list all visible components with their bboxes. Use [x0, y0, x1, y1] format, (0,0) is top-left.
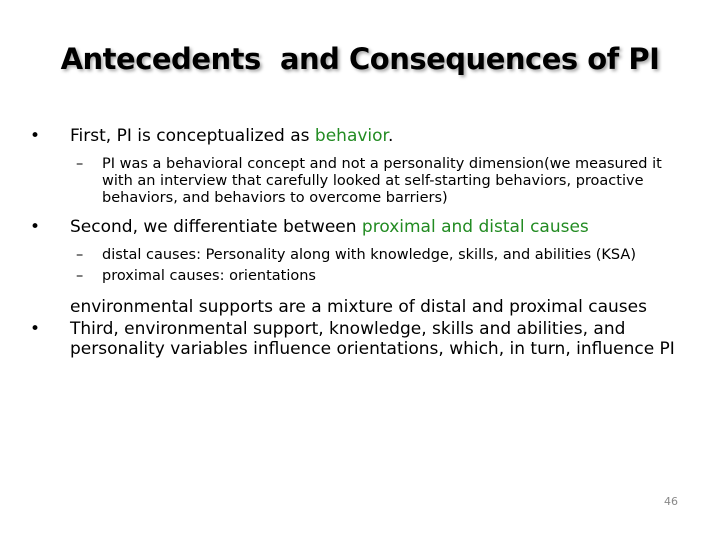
bullet-first — [30, 126, 690, 146]
sub-bullet-distal-text: distal causes: Personality along with knowledge, skills, and abilities (KSA) — [102, 247, 636, 263]
dash-icon: – — [76, 247, 84, 263]
highlight-proximal-distal: proximal and distal causes — [361, 217, 589, 237]
bullet-first-text: First, PI is conceptualized as — [70, 126, 315, 146]
bullet-icon: • — [30, 319, 41, 339]
sub-bullet-proximal-text: proximal causes: orientations — [102, 268, 316, 284]
sub-bullet-pi-behavioral — [30, 156, 690, 207]
page-number: 46 — [664, 495, 678, 508]
environmental-supports-text: environmental supports are a mixture of distal and proximal causes — [70, 297, 647, 317]
dash-icon: – — [76, 268, 84, 284]
bullet-first-post: . — [387, 126, 394, 146]
bullet-third — [30, 319, 690, 359]
highlight-behavior: behavior — [314, 126, 388, 146]
slide-title: Antecedents and Consequences of PI — [60, 42, 660, 76]
dash-icon: – — [76, 156, 84, 172]
bullet-icon: • — [30, 126, 41, 146]
slide-content — [30, 126, 690, 359]
sub-bullet-proximal — [30, 268, 690, 285]
bullet-second — [30, 217, 690, 237]
bullet-icon: • — [30, 217, 41, 237]
sub-bullet-distal — [30, 247, 690, 264]
bullet-third-text: Third, environmental support, knowledge, skills and abilities, and personality variables influence orientations, which, in turn, influence PI — [70, 319, 675, 359]
bullet-second-text: Second, we differentiate between — [70, 217, 362, 237]
sub-bullet-pi-behavioral-text: PI was a behavioral concept and not a personality dimension(we measured it with an interview that carefully looked at self-starting behaviors, proactive behaviors, and behaviors to overcome barriers) — [102, 156, 662, 206]
